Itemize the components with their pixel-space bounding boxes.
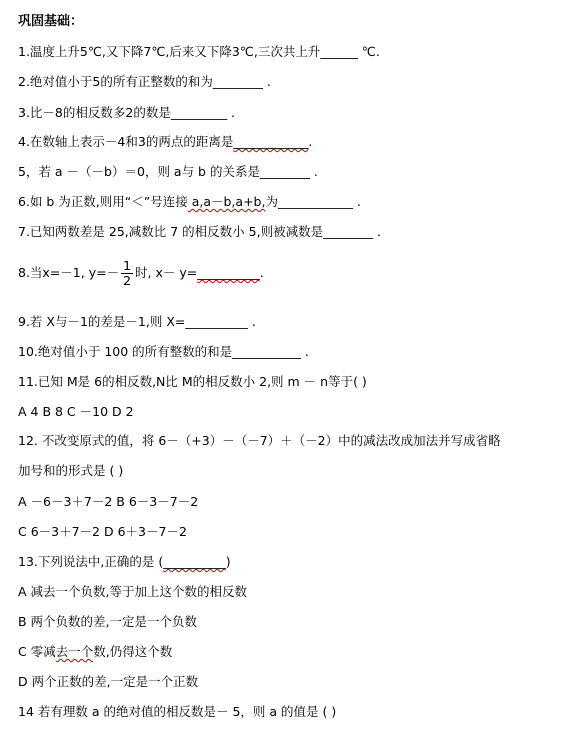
question-3: 3.比－8的相反数多2的数是_________ . xyxy=(18,105,236,120)
question-8-mid: 时, x－ y= xyxy=(135,265,198,280)
question-6-end: 为____________ . xyxy=(265,194,361,209)
question-8-blank: __________ xyxy=(197,265,260,280)
question-2: 2.绝对值小于5的所有正整数的和为________ . xyxy=(18,74,271,89)
fraction-numerator: 1 xyxy=(123,258,132,273)
question-13-option-a: A 减去一个负数,等于加上这个数的相反数 xyxy=(18,584,247,599)
option-c-end: 数,仍得这个数 xyxy=(93,644,173,659)
question-12-line-1: 12. 不改变原式的值，将 6－（+3）－（－7）＋（－2）中的减法改成加法并写成省略 xyxy=(18,433,501,448)
question-5: 5，若 a －（－b）＝0，则 a与 b 的关系是________ . xyxy=(18,164,318,179)
section-title: 巩固基础： xyxy=(18,14,84,29)
question-13-text: 13.下列说法中,正确的是 ( xyxy=(18,554,164,569)
question-1: 1.温度上升5℃,又下降7℃,后来又下降3℃,三次共上升______ ℃. xyxy=(18,44,380,59)
question-12-options-2: C 6－3＋7－2 D 6＋3－7－2 xyxy=(18,524,187,539)
question-12-options-1: A －6－3＋7－2 B 6－3－7－2 xyxy=(18,494,199,509)
question-7: 7.已知两数差是 25,减数比 7 的相反数小 5,则被减数是________ . xyxy=(18,224,382,239)
question-10: 10.绝对值小于 100 的所有整数的和是___________ . xyxy=(18,344,309,359)
question-6-text: 6.如 b 为正数,则用“＜”号连接 xyxy=(18,194,188,209)
question-8-end: . xyxy=(259,265,264,280)
question-8 xyxy=(18,259,264,288)
question-13-end: ) xyxy=(225,554,231,569)
question-13-option-c xyxy=(18,644,172,660)
question-13 xyxy=(18,554,231,570)
question-14: 14 若有理数 a 的绝对值的相反数是－ 5，则 a 的值是 ( ) xyxy=(18,704,337,719)
question-4-end: . xyxy=(308,134,313,149)
fraction-denominator: 2 xyxy=(123,273,132,288)
question-8-text: 8.当x=－1, y=－ xyxy=(18,265,120,280)
fraction xyxy=(121,259,133,288)
question-11-options: A 4 B 8 C －10 D 2 xyxy=(18,404,134,419)
question-12-line-2: 加号和的形式是 ( ) xyxy=(18,463,124,478)
question-6-expression: a,a－b,a+b, xyxy=(187,194,266,209)
question-13-option-b: B 两个负数的差,一定是一个负数 xyxy=(18,614,198,629)
question-9: 9.若 X与－1的差是－1,则 X=__________ . xyxy=(18,314,256,329)
question-13-option-d: D 两个正数的差,一定是一个正数 xyxy=(18,674,199,689)
question-13-blank: __________ xyxy=(163,554,226,569)
question-11: 11.已知 M是 6的相反数,N比 M的相反数小 2,则 m － n等于( ) xyxy=(18,374,367,389)
question-4 xyxy=(18,134,312,150)
option-c-text: C 零减 xyxy=(18,644,56,659)
question-4-text: 4.在数轴上表示－4和3的两点的距离是 xyxy=(18,134,234,149)
question-6 xyxy=(18,194,361,210)
question-4-blank: ____________ xyxy=(233,134,309,149)
option-c-underlined: 去一个 xyxy=(55,644,94,659)
